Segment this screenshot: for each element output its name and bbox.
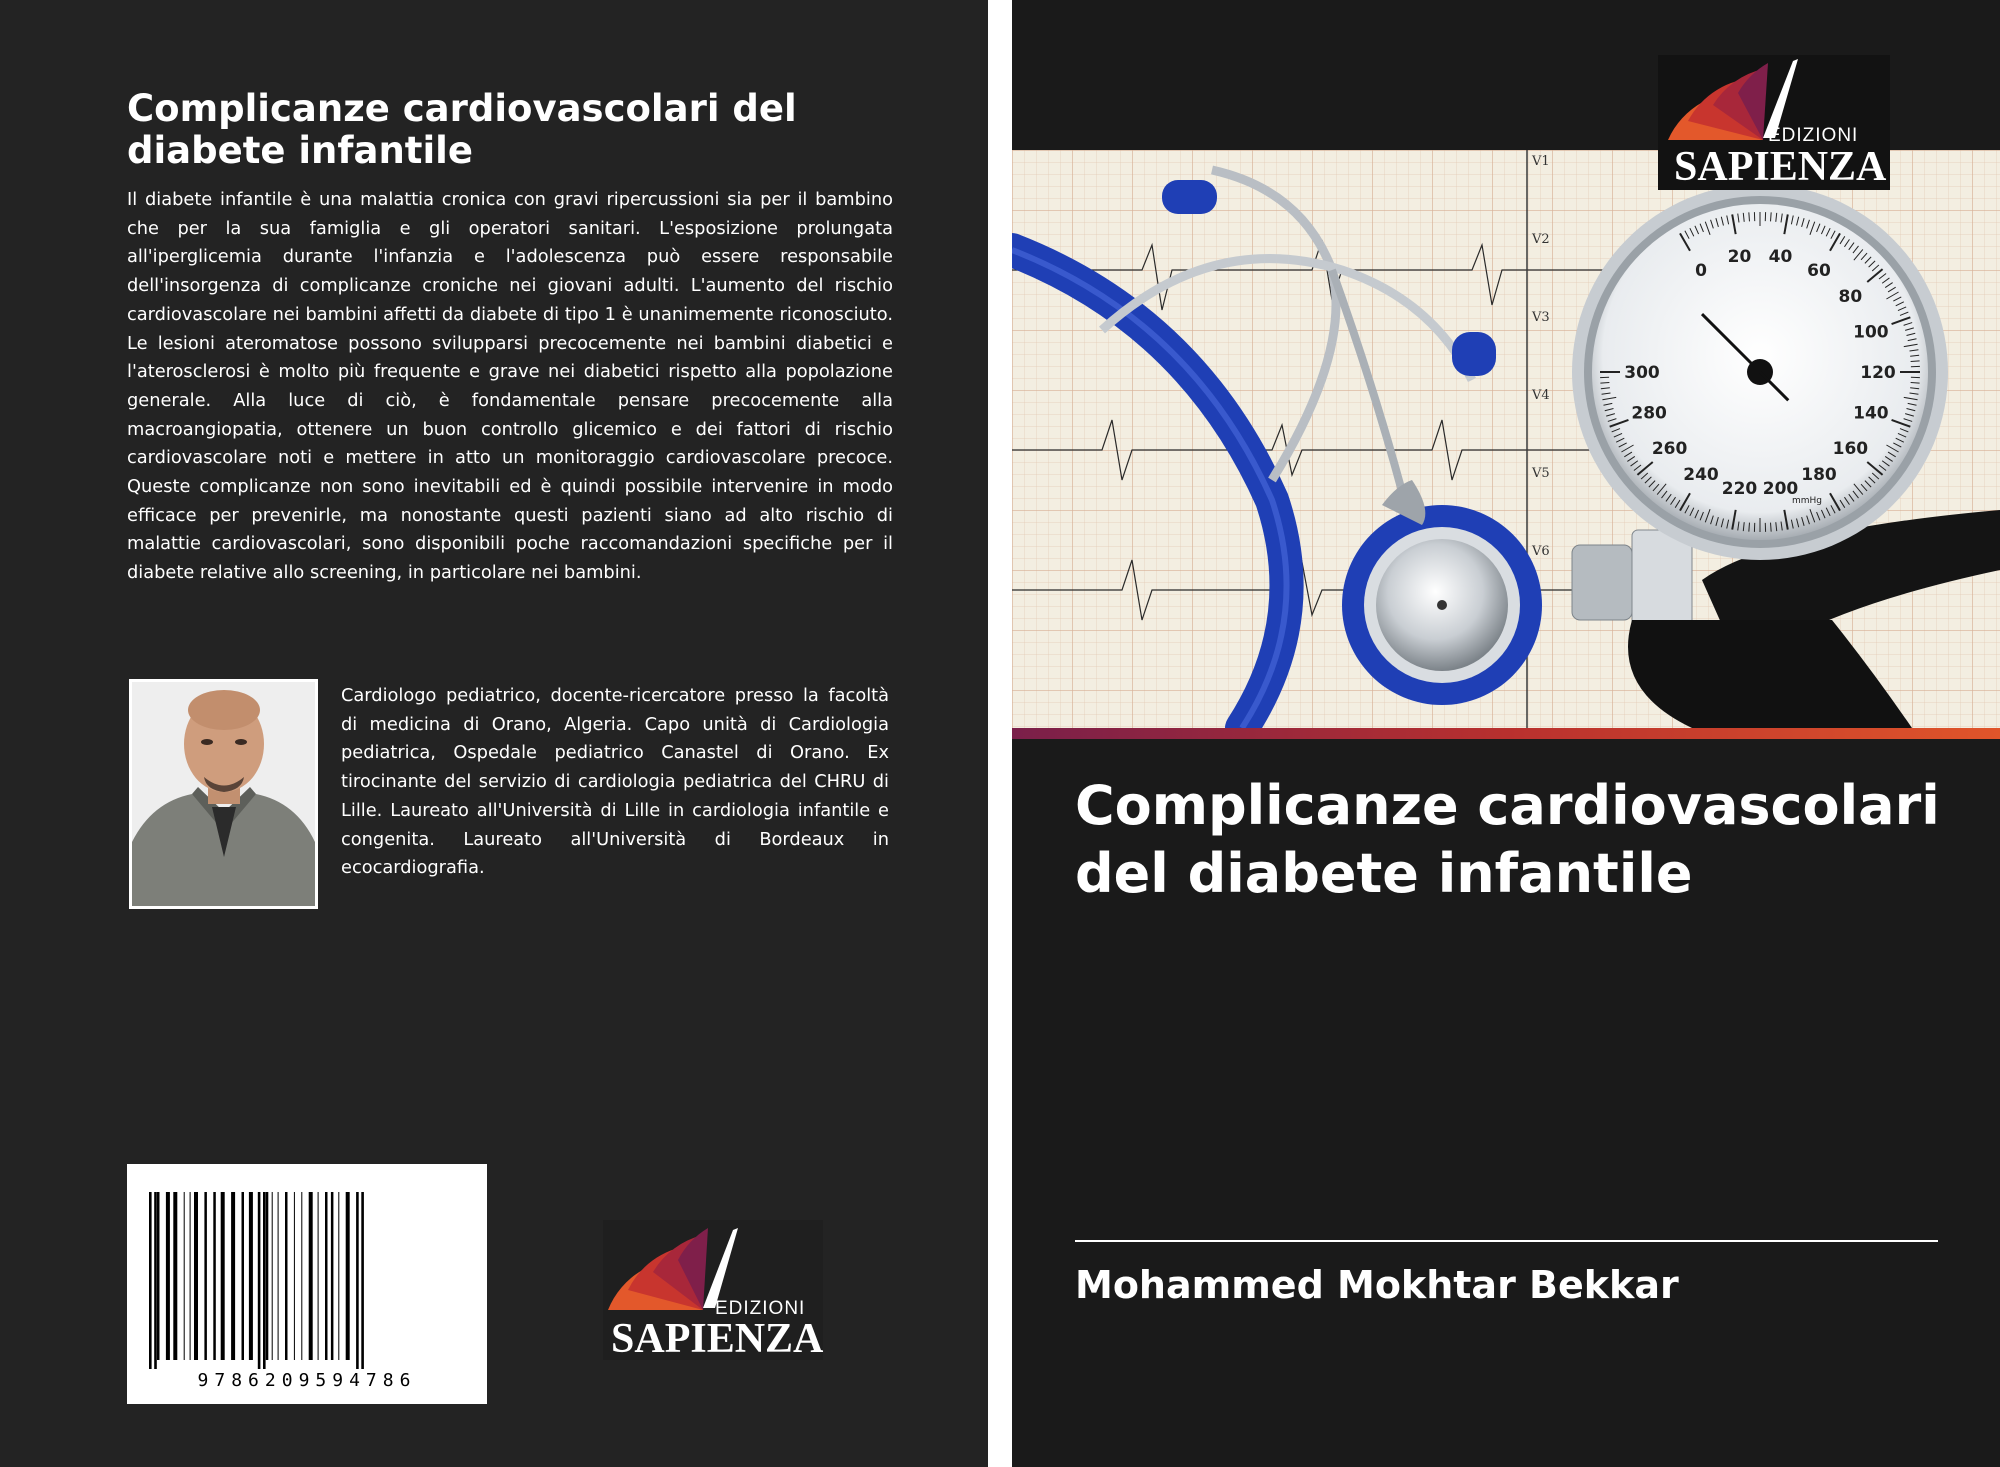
gauge-label: 60 bbox=[1807, 260, 1831, 281]
gauge-label: 80 bbox=[1838, 287, 1863, 308]
cover-photo bbox=[1012, 150, 2000, 728]
gauge-label: 300 bbox=[1624, 363, 1660, 383]
author-bio: Cardiologo pediatrico, docente-ricercatore presso la facoltà di medicina di Orano, Algeria. Capo unità di Cardiologia pediatrica, Ospedale pediatrico Canastel di Orano. Ex tirocinante del servizio di cardiologia pediatrica del CHRU di Lille. Laureato all'Università di Lille in cardiologia infantile e congenita. Laureato all'Università di Bordeaux in ecocardiografia. bbox=[341, 685, 889, 879]
front-cover-author: Mohammed Mokhtar Bekkar bbox=[1075, 1263, 1679, 1307]
ecg-lead-label: V5 bbox=[1532, 466, 1550, 481]
gauge-label: 260 bbox=[1651, 438, 1688, 459]
spine-gap bbox=[988, 0, 1012, 1467]
gauge-label: 20 bbox=[1727, 246, 1752, 267]
gauge-label: 240 bbox=[1683, 465, 1719, 486]
back-cover-title: Complicanze cardiovascolari del diabete infantile bbox=[127, 87, 797, 172]
back-cover-summary: Il diabete infantile è una malattia cronica con gravi ripercussioni sia per il bambino che per la sua famiglia e gli operatori sanitari. L'esposizione prolungata all'iperglicemia durante l'infanzia e l'adolescenza può essere responsabile dell'insorgenza di complicanze croniche nei giovani adulti. L'aumento del rischio cardiovascolare nei bambini affetti da diabete di tipo 1 è unanimemente riconosciuto. Le lesioni ateromatose possono svilupparsi precocemente nei bambini diabetici e l'aterosclerosi è molto più frequente e grave nei diabetici rispetto alla popolazione generale. Alla luce di ciò, è fondamentale pensare precocemente alla macroangiopatia, ottenere un buon controllo glicemico e dei fattori di rischio cardiovascolare noti e mettere in atto un monitoraggio cardiovascolare precoce. Queste complicanze non sono inevitabili ed è quindi possibile intervenire in modo efficace per prevenirle, ma nonostante questi pazienti siano ad alto rischio di malattie cardiovascolari, sono disponibili poche raccomandazioni specifiche per il diabete relative allo screening, in particolare nei bambini. bbox=[127, 189, 893, 584]
gauge-label: 100 bbox=[1853, 322, 1889, 343]
gauge-label: 120 bbox=[1860, 363, 1896, 383]
accent-stripe bbox=[1012, 728, 2000, 739]
ecg-lead-label: V1 bbox=[1532, 154, 1550, 169]
gauge-label: 160 bbox=[1832, 438, 1869, 459]
publisher-name: SAPIENZA bbox=[1674, 144, 1887, 190]
author-photo bbox=[129, 679, 318, 909]
publisher-edizioni: EDIZIONI bbox=[1768, 125, 1859, 146]
gauge-label: 220 bbox=[1721, 479, 1758, 500]
gauge-label: 0 bbox=[1695, 260, 1707, 281]
ecg-lead-label: V4 bbox=[1532, 388, 1550, 403]
gauge-label: 140 bbox=[1853, 403, 1889, 424]
gauge-label: 280 bbox=[1631, 403, 1667, 424]
barcode-bars bbox=[127, 1164, 487, 1369]
ecg-lead-label: V3 bbox=[1532, 310, 1550, 325]
ecg-lead-label: V6 bbox=[1532, 544, 1550, 559]
title-rule bbox=[1075, 1240, 1938, 1242]
gauge-label: 40 bbox=[1768, 246, 1793, 267]
publisher-name: SAPIENZA bbox=[611, 1316, 824, 1362]
publisher-logo-back bbox=[603, 1220, 823, 1360]
ecg-lead-label: V2 bbox=[1532, 232, 1550, 247]
front-cover-title: Complicanze cardiovascolari del diabete infantile bbox=[1075, 774, 1940, 905]
isbn-number: 9786209594786 bbox=[197, 1370, 417, 1391]
gauge-unit: mmHg bbox=[1792, 496, 1823, 506]
gauge-label: 200 bbox=[1762, 479, 1799, 500]
publisher-logo-front bbox=[1658, 55, 1890, 190]
publisher-edizioni: EDIZIONI bbox=[715, 1298, 806, 1319]
isbn-barcode bbox=[127, 1164, 487, 1404]
gauge-label: 180 bbox=[1801, 465, 1837, 486]
